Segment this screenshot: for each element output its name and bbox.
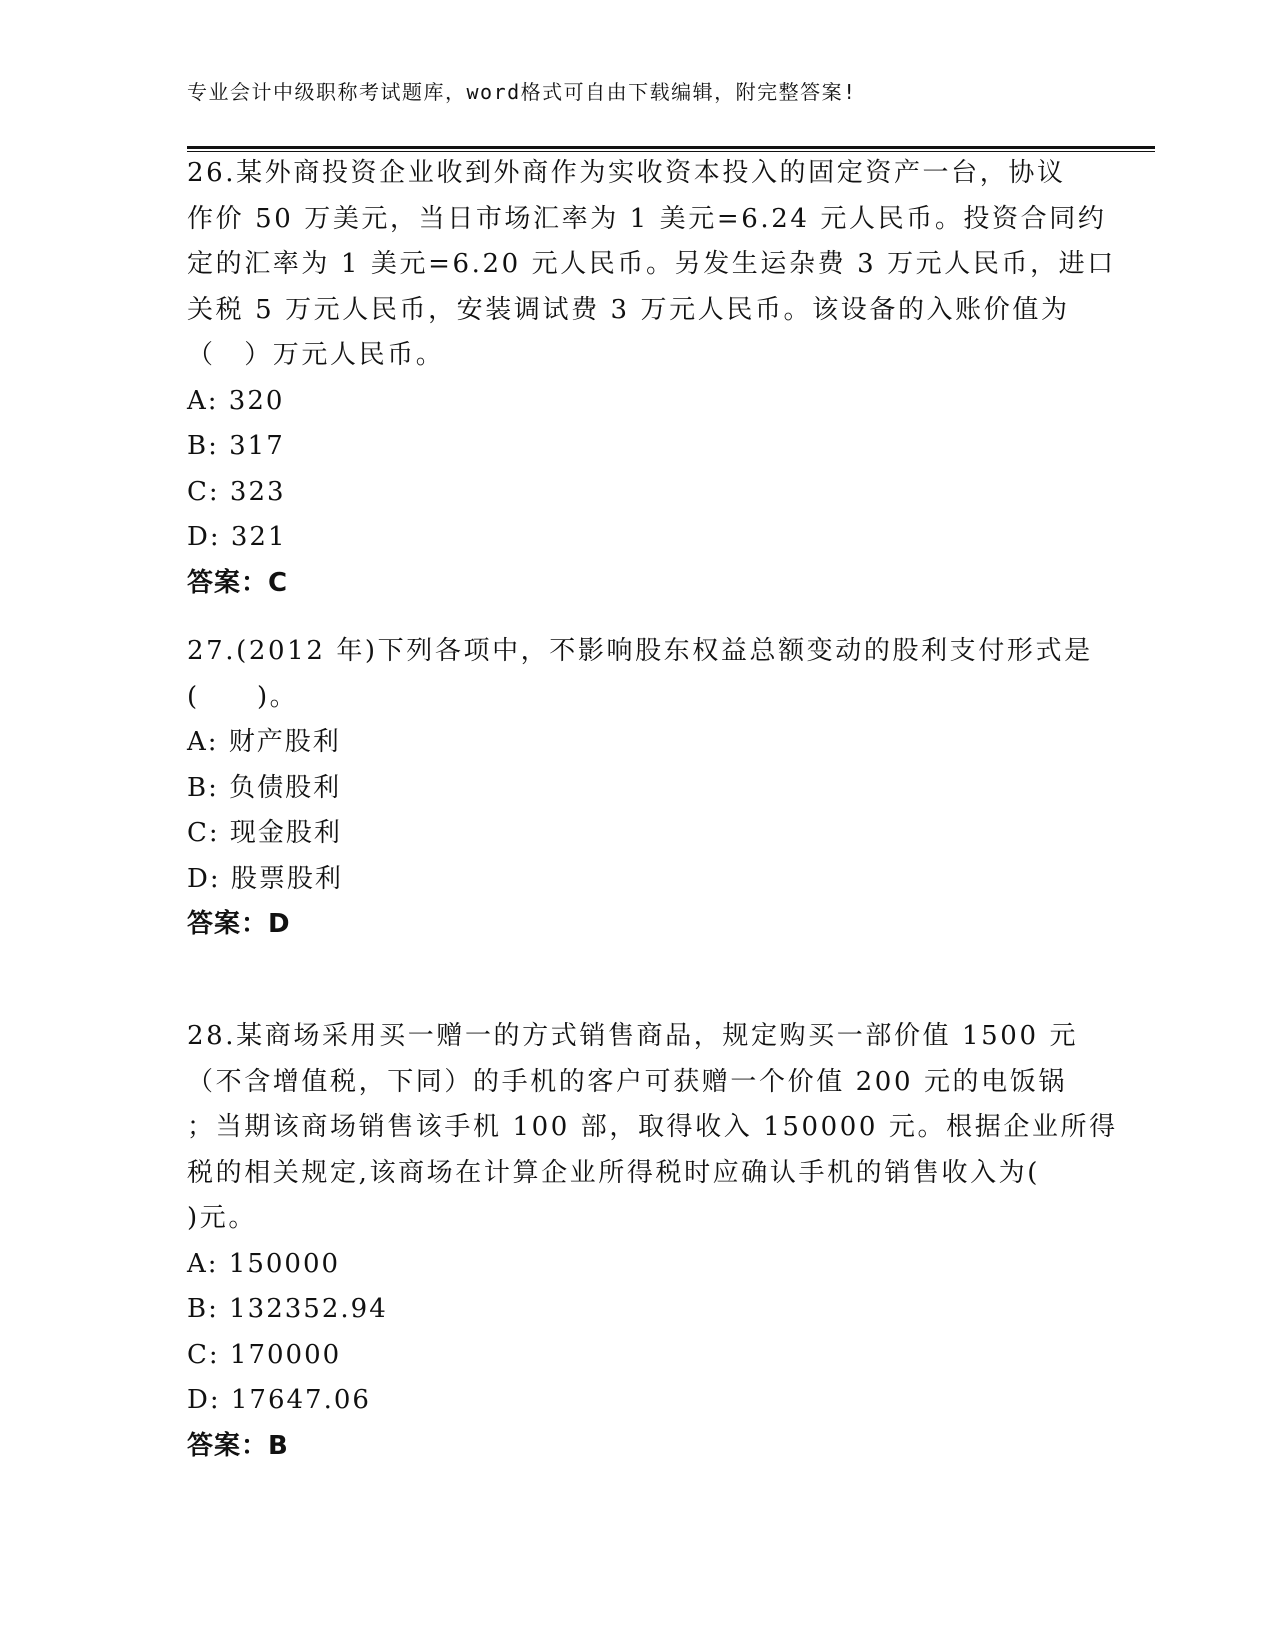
question-text-line: 28.某商场采用买一赠一的方式销售商品，规定购买一部价值 1500 元 [187, 1021, 1079, 1051]
answer-label: 答案：D [187, 909, 291, 939]
option-a: A: 150000 [187, 1248, 341, 1279]
option-d: D: 321 [187, 522, 287, 552]
question-text-line: ；当期该商场销售该手机 100 部，取得收入 150000 元。根据企业所得 [187, 1112, 1118, 1142]
question-text-line: 税的相关规定,该商场在计算企业所得税时应确认手机的销售收入为( [187, 1157, 1041, 1188]
option-b: B: 317 [187, 431, 285, 461]
option-c: C: 323 [187, 476, 286, 507]
question-28 [187, 1014, 1118, 1469]
question-text-line: ( )。 [187, 681, 299, 712]
option-b: B: 负债股利 [187, 772, 342, 803]
question-text-line: 27.(2012 年)下列各项中，不影响股东权益总额变动的股利支付形式是 [187, 636, 1093, 666]
question-text-line: 关税 5 万元人民币，安装调试费 3 万元人民币。该设备的入账价值为 [187, 294, 1070, 325]
question-26 [187, 151, 1116, 606]
question-text-line: )元。 [187, 1203, 257, 1233]
question-27 [187, 629, 1093, 948]
option-a: A: 财产股利 [187, 727, 341, 757]
header-rule-thick [187, 146, 1155, 149]
option-a: A: 320 [187, 385, 285, 416]
answer-label: 答案：C [187, 567, 289, 598]
answer-label: 答案：B [187, 1430, 289, 1461]
question-text-line: （不含增值税，下同）的手机的客户可获赠一个价值 200 元的电饭锅 [187, 1066, 1067, 1097]
page-header: 专业会计中级职称考试题库，word格式可自由下载编辑，附完整答案! [187, 80, 857, 104]
option-c: C: 现金股利 [187, 818, 342, 848]
option-d: D: 股票股利 [187, 863, 343, 894]
option-d: D: 17647.06 [187, 1385, 371, 1415]
option-b: B: 132352.94 [187, 1294, 388, 1324]
question-text-line: （ ）万元人民币。 [187, 340, 445, 370]
question-text-line: 26.某外商投资企业收到外商作为实收资本投入的固定资产一台，协议 [187, 158, 1066, 188]
question-text-line: 定的汇率为 1 美元=6.20 元人民币。另发生运杂费 3 万元人民币，进口 [187, 249, 1116, 279]
option-c: C: 170000 [187, 1339, 342, 1370]
question-text-line: 作价 50 万美元，当日市场汇率为 1 美元=6.24 元人民币。投资合同约 [187, 203, 1107, 234]
